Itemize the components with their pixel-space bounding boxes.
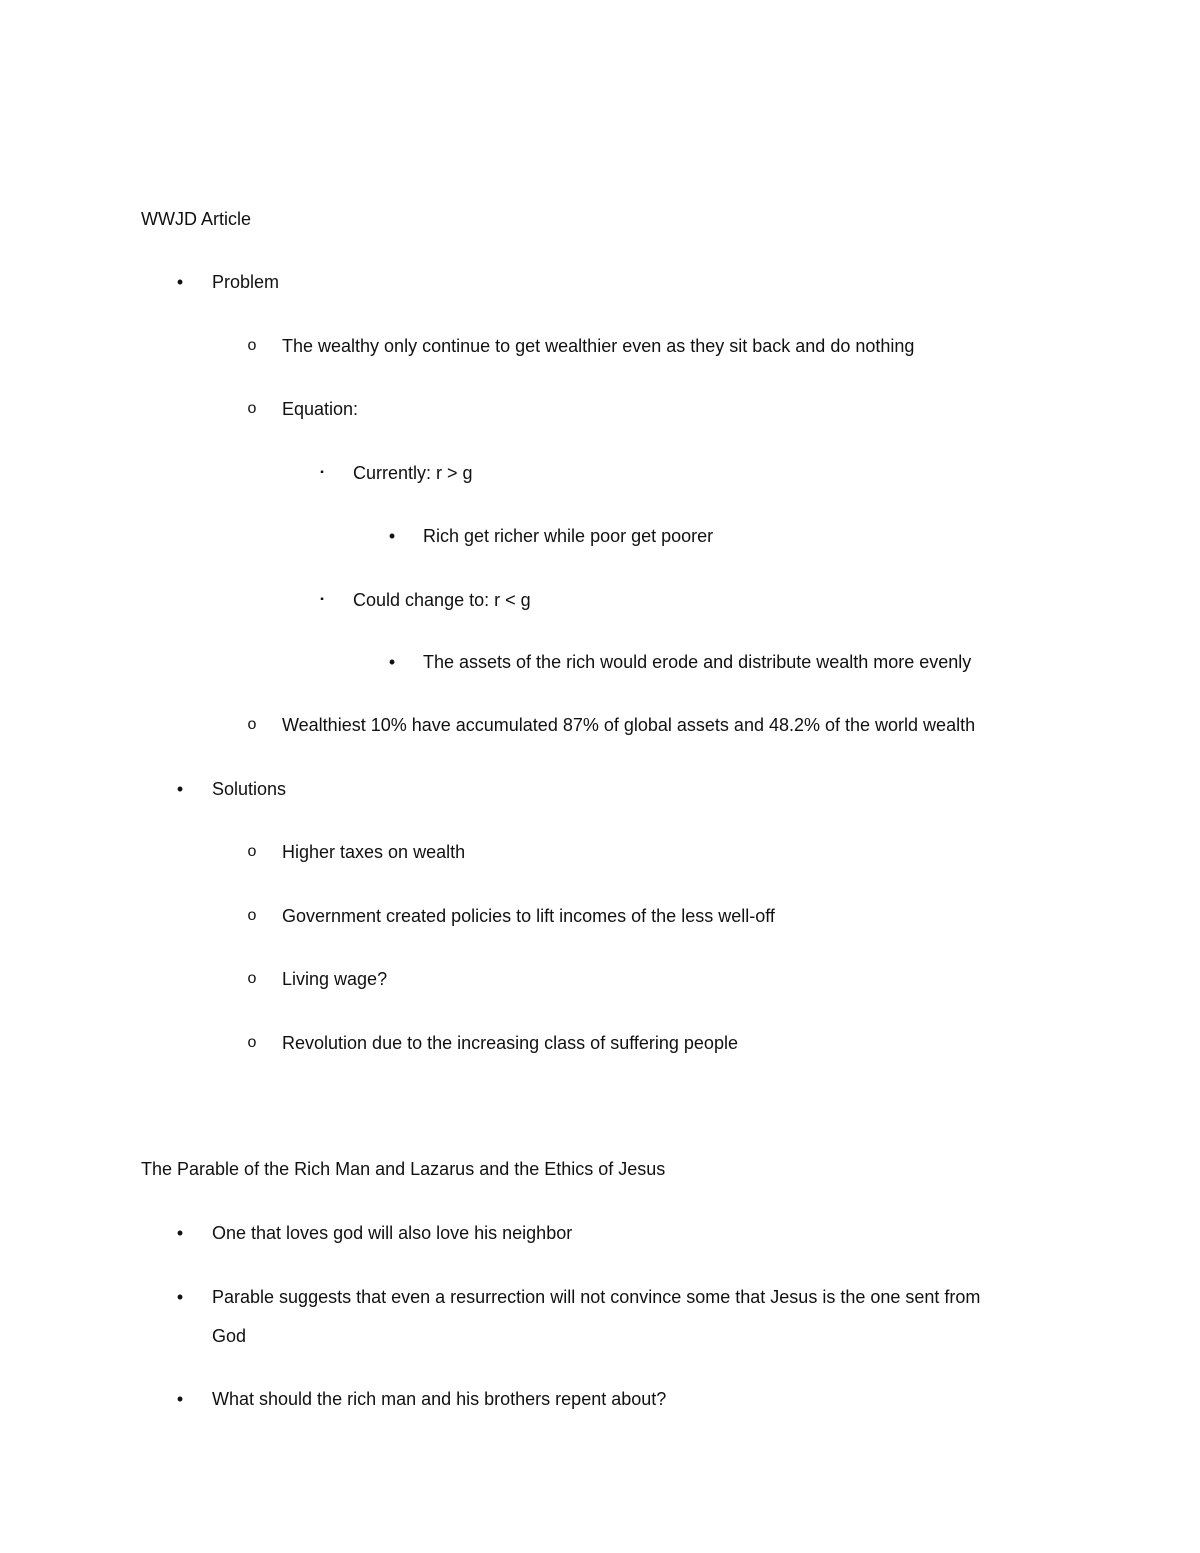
list-item: Revolution due to the increasing class of suffering people bbox=[282, 1033, 738, 1053]
bullet-circle-icon: o bbox=[247, 337, 257, 354]
bullet-dot-icon: • bbox=[176, 1287, 184, 1307]
bullet-circle-icon: o bbox=[247, 843, 257, 860]
list-item: Wealthiest 10% have accumulated 87% of global assets and 48.2% of the world wealth bbox=[282, 715, 976, 735]
list-item-solutions: Solutions bbox=[212, 779, 287, 799]
section-title-parable: The Parable of the Rich Man and Lazarus and the Ethics of Jesus bbox=[141, 1159, 666, 1179]
section-title-wwjd: WWJD Article bbox=[141, 209, 251, 229]
list-item: Could change to: r < g bbox=[353, 590, 531, 610]
list-item: Currently: r > g bbox=[353, 463, 473, 483]
bullet-circle-icon: o bbox=[247, 970, 257, 987]
bullet-dot-icon: • bbox=[176, 1223, 184, 1243]
list-item: Living wage? bbox=[282, 969, 388, 989]
list-item: Higher taxes on wealth bbox=[282, 842, 466, 862]
bullet-circle-icon: o bbox=[247, 907, 257, 924]
list-item: Government created policies to lift incomes of the less well-off bbox=[282, 906, 775, 926]
bullet-dot-icon: • bbox=[176, 779, 184, 799]
bullet-dot-icon: • bbox=[176, 1389, 184, 1409]
bullet-dot-icon: • bbox=[176, 272, 184, 292]
list-item: What should the rich man and his brothers repent about? bbox=[212, 1389, 667, 1409]
bullet-square-icon: ▪ bbox=[320, 467, 324, 478]
list-item: Equation: bbox=[282, 399, 359, 419]
bullet-circle-icon: o bbox=[247, 716, 257, 733]
bullet-circle-icon: o bbox=[247, 400, 257, 417]
list-item-problem: Problem bbox=[212, 272, 280, 292]
bullet-dot-icon: • bbox=[388, 652, 396, 672]
list-item: Parable suggests that even a resurrection will not convince some that Jesus is the one sent from bbox=[212, 1287, 981, 1307]
list-item: One that loves god will also love his neighbor bbox=[212, 1223, 573, 1243]
list-item-continuation: God bbox=[212, 1326, 247, 1346]
list-item: The assets of the rich would erode and distribute wealth more evenly bbox=[423, 652, 972, 672]
bullet-dot-icon: • bbox=[388, 526, 396, 546]
list-item: Rich get richer while poor get poorer bbox=[423, 526, 714, 546]
bullet-circle-icon: o bbox=[247, 1034, 257, 1051]
list-item: The wealthy only continue to get wealthier even as they sit back and do nothing bbox=[282, 336, 915, 356]
bullet-square-icon: ▪ bbox=[320, 594, 324, 605]
